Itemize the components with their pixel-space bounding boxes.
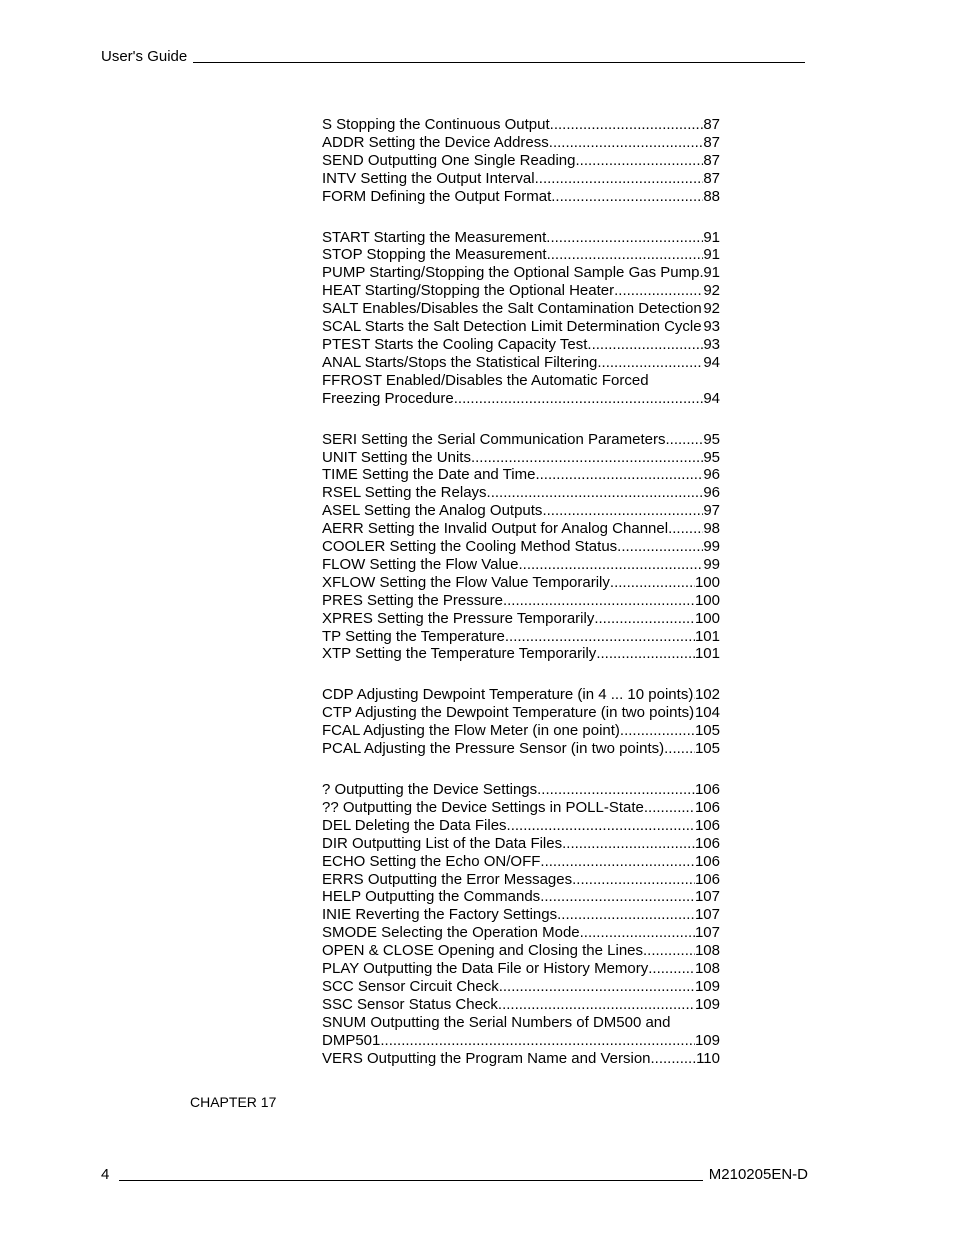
toc-leader-dots [535, 466, 703, 484]
toc-entry [322, 116, 720, 134]
toc-entry-title: DEL Deleting the Data Files [322, 816, 507, 834]
toc-entry-page: 106 [694, 870, 720, 888]
toc-entry-title: SALT Enables/Disables the Salt Contamination Detection [322, 300, 702, 318]
toc-entry-page: 108 [694, 942, 720, 960]
toc-entry-page: 106 [694, 852, 720, 870]
toc-entry-title: PRES Setting the Pressure [322, 591, 503, 609]
toc-leader-dots [594, 610, 695, 628]
toc-entry-title: DMP501 [322, 1031, 381, 1049]
toc-leader-dots [643, 942, 695, 960]
toc-entry-title: SNUM Outputting the Serial Numbers of DM500 and [322, 1013, 671, 1031]
toc-entry [322, 960, 720, 978]
toc-entry-page: 106 [694, 798, 720, 816]
toc-entry-title: FLOW Setting the Flow Value [322, 555, 519, 573]
toc-entry [322, 996, 720, 1014]
toc-entry-title: INTV Setting the Output Interval [322, 169, 535, 187]
toc-leader-dots [499, 978, 695, 996]
toc-entry-page: 100 [694, 609, 720, 627]
header-title: User's Guide [101, 48, 188, 65]
toc-entry-page: 104 [694, 704, 720, 722]
toc-entry-title: PCAL Adjusting the Pressure Sensor (in two points) [322, 740, 665, 758]
toc-entry-page: 107 [694, 924, 720, 942]
toc-entry-title: ECHO Setting the Echo ON/OFF [322, 852, 541, 870]
toc-entry-title: SSC Sensor Status Check [322, 995, 498, 1013]
toc-entry [322, 942, 720, 960]
toc-entry-title: ERRS Outputting the Error Messages [322, 870, 573, 888]
toc-entry-page: 87 [703, 169, 720, 187]
toc-entry [322, 466, 720, 484]
toc-entry-title: SERI Setting the Serial Communication Parameters [322, 430, 666, 448]
toc-leader-dots [380, 1032, 695, 1050]
toc-leader-dots [547, 246, 704, 264]
toc-entry-page: 93 [703, 335, 720, 353]
footer-page-number: 4 [101, 1166, 110, 1183]
toc-entry-page: 107 [694, 906, 720, 924]
toc-leader-dots [617, 538, 703, 556]
toc-entry [322, 188, 720, 206]
toc-entry [322, 799, 720, 817]
toc-entry [322, 502, 720, 520]
toc-entry-page: 102 [694, 686, 720, 704]
toc-leader-dots [518, 556, 703, 574]
toc-leader-dots [664, 740, 695, 758]
toc-group [322, 116, 742, 206]
toc-leader-dots [614, 282, 703, 300]
toc-entry-title: START Starting the Measurement [322, 228, 547, 246]
toc-entry-title: PUMP Starting/Stopping the Optional Sample Gas Pump [322, 264, 700, 282]
toc-entry-page: 87 [703, 133, 720, 151]
toc-entry-title: S Stopping the Continuous Output [322, 116, 550, 133]
toc-entry [322, 740, 720, 758]
toc-leader-dots [540, 888, 695, 906]
toc-leader-dots [454, 390, 704, 408]
toc-leader-dots [549, 134, 704, 152]
toc-leader-dots [620, 722, 695, 740]
toc-entry [322, 229, 720, 247]
toc-leader-dots [575, 152, 703, 170]
toc-leader-dots [546, 229, 703, 247]
toc-leader-dots [580, 924, 695, 942]
toc-entry-page: 98 [703, 520, 720, 538]
toc-entry [322, 722, 720, 740]
toc-entry-title: PTEST Starts the Cooling Capacity Test [322, 335, 588, 353]
toc-entry-title: CTP Adjusting the Dewpoint Temperature (in two points) [322, 704, 695, 722]
toc-entry-title: RSEL Setting the Relays [322, 484, 487, 502]
toc-group [322, 431, 742, 664]
toc-entry-title: UNIT Setting the Units [322, 448, 471, 466]
toc-entry-page: 94 [703, 389, 720, 407]
toc-entry-title: OPEN & CLOSE Opening and Closing the Lines [322, 942, 644, 960]
toc-entry [322, 520, 720, 538]
toc-entry-title: ANAL Starts/Stops the Statistical Filtering [322, 353, 598, 371]
toc-entry [322, 686, 720, 704]
toc-leader-dots [648, 960, 695, 978]
toc-entry-page: 87 [703, 116, 720, 133]
toc-entry-page: 91 [703, 264, 720, 282]
toc-entry-page: 109 [694, 977, 720, 995]
toc-leader-dots [610, 574, 695, 592]
toc-entry-page: 108 [694, 960, 720, 978]
toc-entry-page: 109 [694, 1031, 720, 1049]
toc-group [322, 229, 742, 408]
toc-entry [322, 484, 720, 502]
toc-leader-dots [505, 628, 695, 646]
toc-entry [322, 592, 720, 610]
toc-entry [322, 924, 720, 942]
toc-entry [322, 574, 720, 592]
toc-entry-page: 96 [703, 466, 720, 484]
toc-leader-dots [572, 871, 695, 889]
toc-entry-page: 105 [694, 722, 720, 740]
toc-group [322, 686, 742, 758]
toc-entry-title: AERR Setting the Invalid Output for Analog Channel [322, 520, 669, 538]
toc-entry-page: 107 [694, 888, 720, 906]
toc-group [322, 781, 742, 1068]
toc-leader-dots [503, 592, 695, 610]
toc-entry-page: 106 [694, 781, 720, 798]
toc-entry-page: 106 [694, 816, 720, 834]
toc-entry-page: 92 [703, 300, 720, 318]
toc-entry-page: 100 [694, 591, 720, 609]
toc-entry [322, 628, 720, 646]
toc-leader-dots [550, 116, 704, 134]
toc-leader-dots [507, 817, 695, 835]
toc-entry [322, 817, 720, 835]
toc-entry [322, 556, 720, 574]
toc-entry [322, 853, 720, 871]
toc-entry-title: ASEL Setting the Analog Outputs [322, 502, 543, 520]
toc-entry-page: 100 [694, 573, 720, 591]
toc-entry-title: FFROST Enabled/Disables the Automatic Forced [322, 371, 649, 389]
toc-entry-title: XPRES Setting the Pressure Temporarily [322, 609, 595, 627]
toc-entry [322, 246, 720, 264]
toc-leader-dots [535, 170, 704, 188]
toc-entry-title: XFLOW Setting the Flow Value Temporarily [322, 573, 610, 591]
footer-doc-code: M210205EN-D [708, 1166, 808, 1183]
toc-entry [322, 906, 720, 924]
toc-leader-dots [498, 996, 695, 1014]
toc-entry-page: 95 [703, 448, 720, 466]
toc-entry-page: 87 [703, 151, 720, 169]
toc-entry [322, 835, 720, 853]
toc-entry-title: STOP Stopping the Measurement [322, 246, 547, 264]
toc-entry [322, 781, 720, 799]
toc-leader-dots [668, 520, 703, 538]
toc-entry [322, 449, 720, 467]
toc-entry [322, 372, 720, 390]
table-of-contents [322, 116, 742, 1091]
toc-entry-page: 91 [703, 246, 720, 264]
header-rule [193, 62, 805, 63]
toc-leader-dots [587, 336, 703, 354]
toc-leader-dots [487, 484, 704, 502]
toc-entry [322, 431, 720, 449]
toc-entry-title: TIME Setting the Date and Time [322, 466, 536, 484]
toc-leader-dots [597, 354, 703, 372]
toc-entry-page: 93 [703, 318, 720, 336]
toc-entry-title: VERS Outputting the Program Name and Version [322, 1049, 651, 1067]
toc-entry [322, 978, 720, 996]
toc-entry-page: 101 [694, 645, 720, 663]
toc-entry-title: ? Outputting the Device Settings [322, 781, 538, 798]
toc-entry-page: 105 [694, 740, 720, 758]
toc-entry-title: SCAL Starts the Salt Detection Limit Determination Cycle [322, 318, 702, 336]
toc-entry-title: ADDR Setting the Device Address [322, 133, 549, 151]
toc-entry-title: SCC Sensor Circuit Check [322, 977, 499, 995]
toc-entry-title: XTP Setting the Temperature Temporarily [322, 645, 597, 663]
page-footer [101, 1166, 808, 1184]
toc-leader-dots [471, 449, 703, 467]
toc-entry-page: 91 [703, 228, 720, 246]
toc-entry-page: 106 [694, 834, 720, 852]
toc-entry-page: 109 [694, 995, 720, 1013]
toc-entry-page: 94 [703, 353, 720, 371]
toc-entry-page: 92 [703, 282, 720, 300]
toc-entry [322, 1032, 720, 1050]
toc-entry-title: PLAY Outputting the Data File or History Memory [322, 960, 649, 978]
toc-entry [322, 1014, 720, 1032]
toc-entry-title: SMODE Selecting the Operation Mode [322, 924, 580, 942]
toc-entry-page: 99 [703, 555, 720, 573]
toc-entry [322, 354, 720, 372]
toc-entry [322, 1050, 720, 1068]
toc-entry-title: ?? Outputting the Device Settings in POLL-State [322, 798, 644, 816]
toc-entry [322, 704, 720, 722]
toc-leader-dots [644, 799, 695, 817]
toc-leader-dots [665, 431, 703, 449]
toc-leader-dots [551, 188, 703, 206]
toc-entry [322, 134, 720, 152]
chapter-label: CHAPTER 17 [190, 1094, 277, 1110]
toc-entry-title: Freezing Procedure [322, 389, 454, 407]
toc-entry [322, 264, 720, 282]
toc-entry-title: TP Setting the Temperature [322, 627, 505, 645]
toc-entry-page: 95 [703, 430, 720, 448]
toc-leader-dots [596, 645, 695, 663]
toc-entry-title: COOLER Setting the Cooling Method Status [322, 538, 618, 556]
toc-entry-title: CDP Adjusting Dewpoint Temperature (in 4 ... 10 points) [322, 686, 694, 704]
toc-entry-title: HEAT Starting/Stopping the Optional Heater [322, 282, 615, 300]
toc-entry-title: HELP Outputting the Commands [322, 888, 541, 906]
toc-entry-title: DIR Outputting List of the Data Files [322, 834, 563, 852]
toc-leader-dots [537, 781, 695, 799]
toc-entry [322, 538, 720, 556]
toc-entry [322, 390, 720, 408]
page-header [101, 48, 805, 66]
toc-entry-title: FORM Defining the Output Format [322, 187, 552, 205]
toc-entry-title: INIE Reverting the Factory Settings [322, 906, 558, 924]
toc-leader-dots [651, 1050, 697, 1068]
toc-entry-title: SEND Outputting One Single Reading [322, 151, 576, 169]
toc-entry-page: 110 [696, 1049, 720, 1067]
toc-entry-page: 96 [703, 484, 720, 502]
toc-entry-page: 88 [703, 187, 720, 205]
toc-leader-dots [557, 906, 695, 924]
toc-entry-page: 99 [703, 538, 720, 556]
footer-rule [119, 1180, 702, 1181]
toc-entry-page: 101 [694, 627, 720, 645]
toc-leader-dots [562, 835, 695, 853]
toc-entry [322, 170, 720, 188]
toc-leader-dots [540, 853, 695, 871]
toc-entry [322, 152, 720, 170]
toc-entry [322, 336, 720, 354]
toc-entry [322, 610, 720, 628]
toc-entry [322, 888, 720, 906]
toc-leader-dots [542, 502, 703, 520]
toc-entry-page: 97 [703, 502, 720, 520]
toc-entry [322, 282, 720, 300]
toc-entry [322, 871, 720, 889]
toc-entry [322, 300, 720, 318]
toc-entry [322, 318, 720, 336]
toc-entry-title: FCAL Adjusting the Flow Meter (in one point) [322, 722, 620, 740]
toc-entry [322, 645, 720, 663]
